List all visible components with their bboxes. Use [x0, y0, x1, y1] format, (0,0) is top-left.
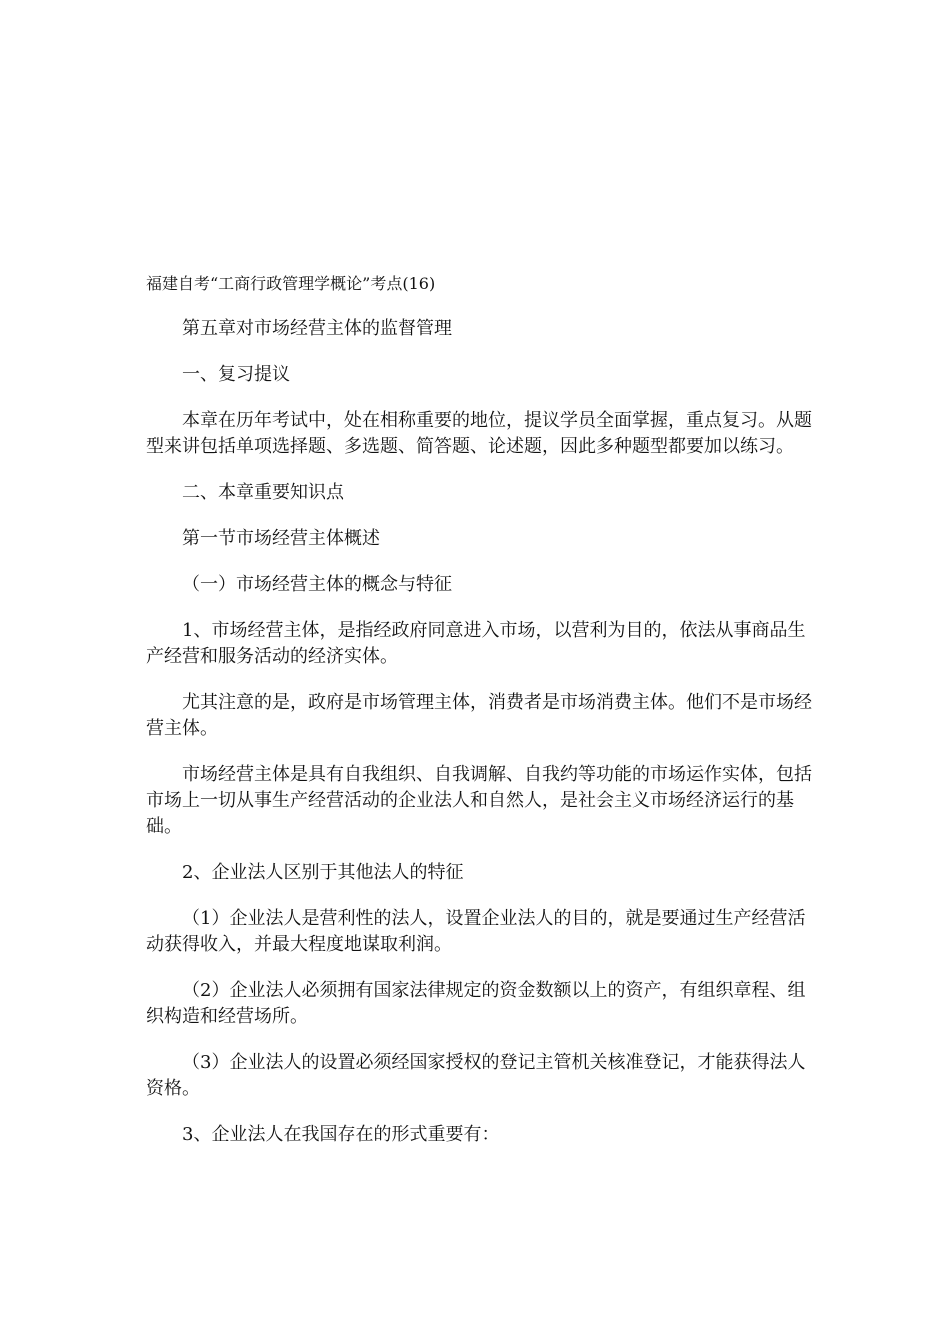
document-title: 福建自考“工商行政管理学概论”考点(16) [146, 274, 436, 293]
paragraph: 2、企业法人区别于其他法人的特征 [182, 862, 464, 883]
document-body [146, 270, 816, 1168]
subsection-item: （一）市场经营主体的概念与特征 [182, 574, 452, 595]
section-heading-knowledge: 二、本章重要知识点 [182, 482, 344, 503]
list-item: （1）企业法人是营利性的法人，设置企业法人的目的，就是要通过生产经营活动获得收入，并最大程度地谋取利润。 [146, 908, 806, 955]
paragraph: 本章在历年考试中，处在相称重要的地位，提议学员全面掌握，重点复习。从题型来讲包括单项选择题、多选题、简答题、论述题，因此多种题型都要加以练习。 [146, 410, 812, 457]
section-heading-review: 一、复习提议 [182, 364, 290, 385]
list-item: （3）企业法人的设置必须经国家授权的登记主管机关核准登记，才能获得法人资格。 [146, 1052, 806, 1099]
paragraph: 市场经营主体是具有自我组织、自我调解、自我约等功能的市场运作实体，包括市场上一切从事生产经营活动的企业法人和自然人，是社会主义市场经济运行的基础。 [146, 764, 812, 837]
chapter-heading: 第五章对市场经营主体的监督管理 [182, 318, 452, 339]
paragraph: 3、企业法人在我国存在的形式重要有： [182, 1124, 500, 1145]
paragraph: 尤其注意的是，政府是市场管理主体，消费者是市场消费主体。他们不是市场经营主体。 [146, 692, 812, 739]
paragraph: 1、市场经营主体，是指经政府同意进入市场，以营利为目的，依法从事商品生产经营和服务活动的经济实体。 [146, 620, 806, 667]
subsection-heading: 第一节市场经营主体概述 [182, 528, 380, 549]
list-item: （2）企业法人必须拥有国家法律规定的资金数额以上的资产，有组织章程、组织构造和经营场所。 [146, 980, 806, 1027]
